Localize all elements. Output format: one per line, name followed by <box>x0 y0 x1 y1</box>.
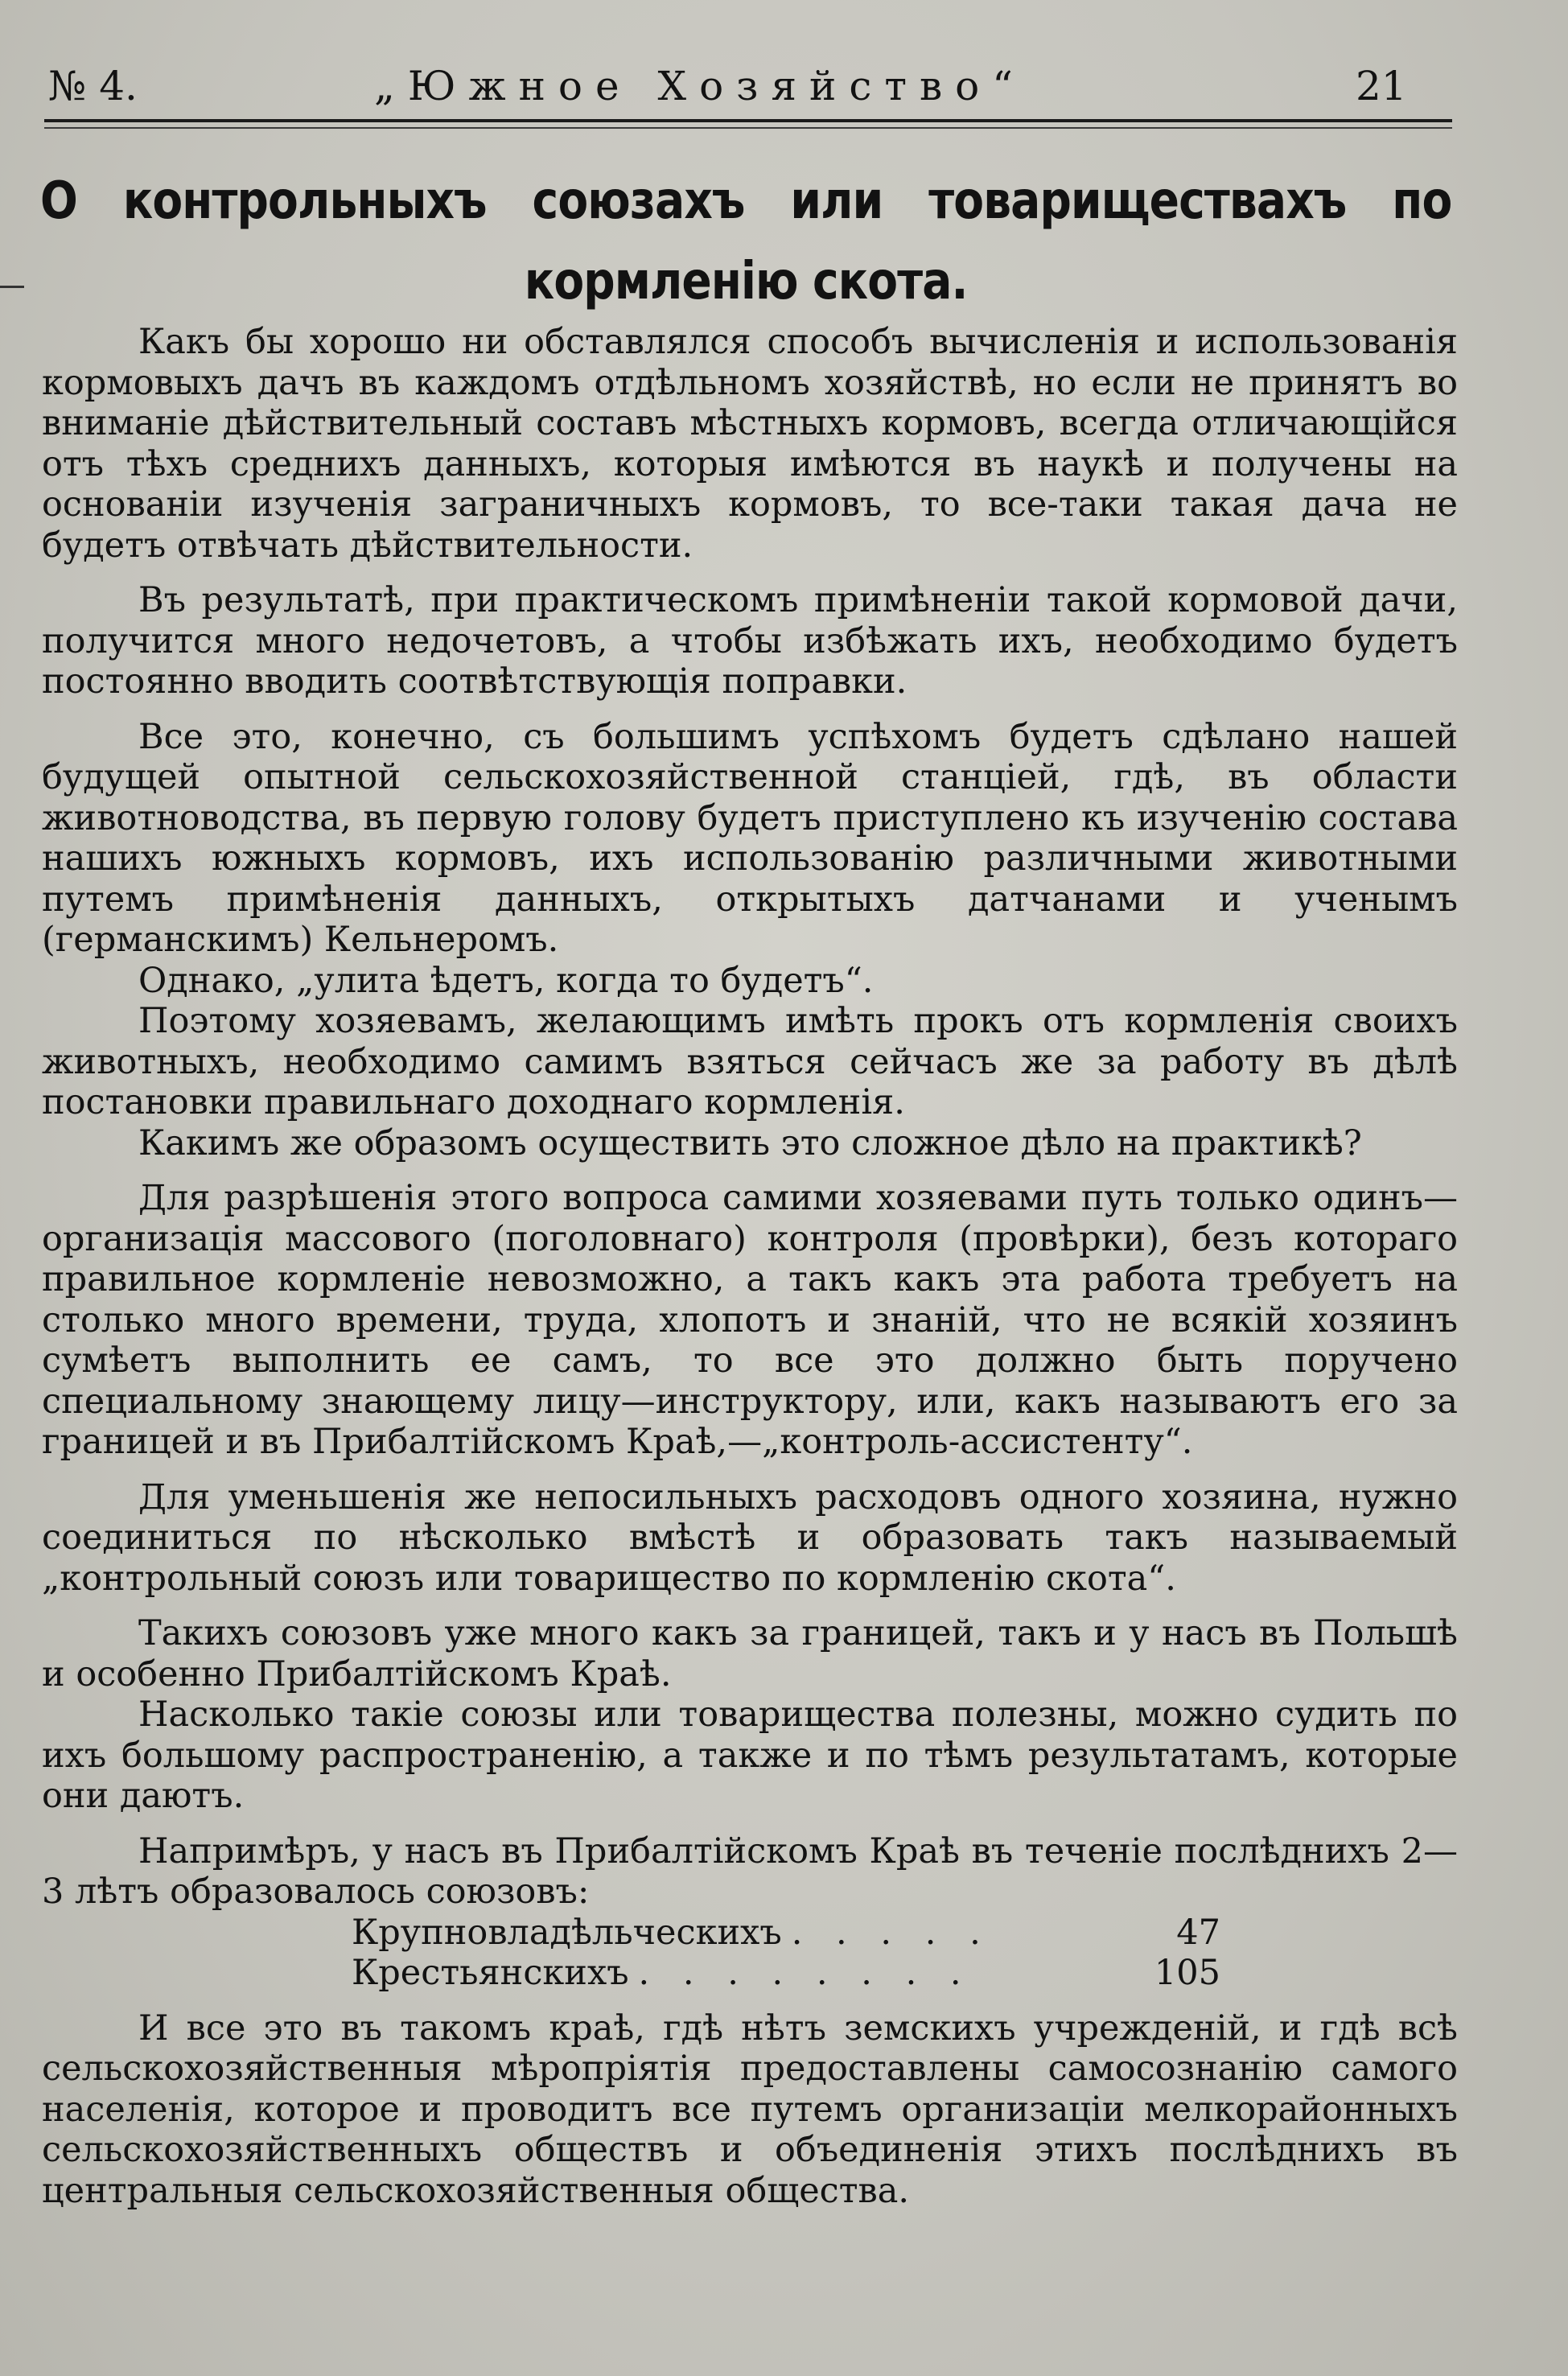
article-title: О контрольныхъ союзахъ или товариществахъ по кормленію скота. <box>40 171 1452 311</box>
union-type-label: Крестьянскихъ <box>352 1953 629 1993</box>
issue-number: № 4. <box>48 63 138 109</box>
margin-mark <box>0 286 24 288</box>
paragraph: Такихъ союзовъ уже много какъ за границей, такъ и у насъ въ Польшѣ и особенно Прибалтійскомъ Краѣ. <box>42 1613 1458 1694</box>
union-count: 47 <box>1176 1912 1220 1953</box>
page-header <box>48 58 1416 114</box>
journal-title: „Южное Хозяйство“ <box>374 63 1026 109</box>
union-count: 105 <box>1154 1953 1220 1993</box>
list-item <box>352 1953 1220 1994</box>
paragraph: Для разрѣшенія этого вопроса самими хозяевами путь только одинъ—организація массового (поголовнаго) контроля (провѣрки), безъ котораго правильное кормленіе невозможно, а такъ какъ эта работа требуетъ на столько много времени, труда, хлопотъ и знаній, что не всякій хозяинъ сумѣетъ выполнить ее самъ, то все это должно быть поручено специальному знающему лицу—инструктору, или, какъ называютъ его за границей и въ Прибалтійскомъ Краѣ,—„контроль-ассистенту“. <box>42 1178 1458 1462</box>
page-number: 21 <box>1356 63 1407 109</box>
paragraph: Насколько такіе союзы или товарищества полезны, можно судить по ихъ большому распространенію, а также и по тѣмъ результатамъ, которые они даютъ. <box>42 1694 1458 1816</box>
paragraph: Поэтому хозяевамъ, желающимъ имѣть прокъ отъ кормленія своихъ животныхъ, необходимо самимъ взяться сейчасъ же за работу въ дѣлѣ постановки правильнаго доходнаго кормленія. <box>42 1001 1458 1122</box>
unions-list <box>352 1913 1220 1994</box>
article-body <box>42 322 1458 2211</box>
paragraph: Для уменьшенія же непосильныхъ расходовъ одного хозяина, нужно соединиться по нѣсколько вмѣстѣ и образовать такъ называемый „контрольный союзъ или товарищество по кормленію скота“. <box>42 1476 1458 1599</box>
paragraph: Какимъ же образомъ осуществить это сложное дѣло на практикѣ? <box>138 1122 1362 1163</box>
paragraph: И все это въ такомъ краѣ, гдѣ нѣтъ земскихъ учрежденій, и гдѣ всѣ сельскохозяйственныя мѣропріятія предоставлены самосознанію самого населенія, которое и проводитъ все путемъ организаціи мелкорайонныхъ сельскохозяйственныхъ обществъ и объединенія этихъ послѣднихъ въ центральныя сельскохозяйственныя общества. <box>42 2007 1458 2211</box>
leader-dots: . . . . . . . . <box>638 1953 973 1993</box>
paragraph: Въ результатѣ, при практическомъ примѣненіи такой кормовой дачи, получится много недочетовъ, а чтобы избѣжать ихъ, необходимо будетъ постоянно вводить соотвѣтствующія поправки. <box>42 580 1458 702</box>
paragraph: Все это, конечно, съ большимъ успѣхомъ будетъ сдѣлано нашей будущей опытной сельскохозяйственной станціей, гдѣ, въ области животноводства, въ первую голову будетъ приступлено къ изученію состава нашихъ южныхъ кормовъ, ихъ использованію различными животными путемъ примѣненія данныхъ, открытыхъ датчанами и ученымъ (германскимъ) Кельнеромъ. <box>42 716 1458 960</box>
paragraph: Напримѣръ, у насъ въ Прибалтійскомъ Краѣ въ теченіе послѣднихъ 2—3 лѣтъ образовалось союзовъ: <box>42 1830 1458 1912</box>
union-type-label: Крупновладѣльческихъ <box>352 1912 782 1953</box>
header-rule-thin <box>44 127 1452 129</box>
leader-dots: . . . . . <box>791 1912 992 1953</box>
list-item <box>352 1913 1220 1954</box>
paragraph: Однако, „улита ѣдетъ, когда то будетъ“. <box>138 960 874 1001</box>
paragraph: Какъ бы хорошо ни обставлялся способъ вычисленія и использованія кормовыхъ дачъ въ каждомъ отдѣльномъ хозяйствѣ, но если не принятъ во вниманіе дѣйствительный составъ мѣстныхъ кормовъ, всегда отличающійся отъ тѣхъ среднихъ данныхъ, которыя имѣются въ наукѣ и получены на основаніи изученія заграничныхъ кормовъ, то все-таки такая дача не будетъ отвѣчать дѣйствительности. <box>42 322 1458 566</box>
header-rule <box>44 119 1452 122</box>
